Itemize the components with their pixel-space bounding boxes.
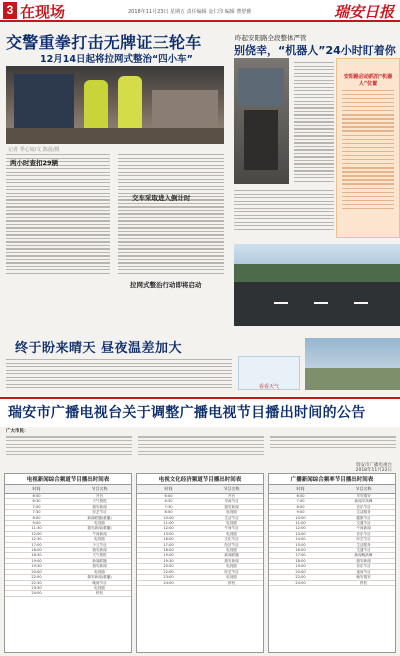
time-cell: 7:00	[296, 499, 305, 504]
table-row	[137, 581, 263, 586]
schedule-table-2	[136, 473, 264, 653]
time-cell: 20:00	[295, 569, 306, 574]
time-cell: 11:30	[31, 526, 42, 531]
program-cell: 经济节目	[224, 542, 239, 547]
header-cell: 时间	[164, 486, 173, 491]
time-cell: 12:00	[295, 526, 306, 531]
program-cell: 开台	[95, 494, 104, 498]
time-cell: 18:00	[295, 558, 306, 563]
notice-greeting: 广大市民：	[6, 429, 29, 434]
time-cell: 16:00	[295, 548, 306, 553]
program-cell: 电视剧	[226, 510, 237, 515]
program-cell: 停机	[359, 580, 368, 585]
time-cell: 19:00	[295, 564, 306, 569]
paper-name: 瑞安日报	[333, 3, 394, 21]
time-cell: 24:00	[295, 580, 306, 585]
program-cell: 午间节目	[224, 526, 239, 531]
program-cell: 电视剧	[94, 569, 105, 574]
time-cell: 19:00	[163, 553, 174, 558]
program-cell: 生活服务	[356, 510, 371, 515]
notice-body	[6, 428, 396, 470]
program-cell: 电视剧	[94, 521, 105, 526]
program-cell: 早安瑞安	[356, 494, 371, 498]
subhead-2: 交车采取进入倒计时	[132, 194, 191, 202]
program-cell: 电视剧	[226, 548, 237, 553]
time-cell: 7:00	[32, 504, 41, 509]
weather-label: 看看天气	[258, 384, 279, 390]
time-cell: 10:00	[163, 515, 174, 520]
time-cell: 17:00	[31, 542, 42, 547]
time-cell: 7:30	[164, 504, 173, 509]
lead-subtitle: 12月14日起将拉网式整治“四小车”	[40, 54, 193, 65]
issue-meta: 2018年11月23日 星期五 责任编辑 金仁印 编辑 曹舒雅	[128, 9, 252, 15]
schedule-table-3	[268, 473, 396, 653]
table-header	[269, 485, 395, 494]
program-cell: 音乐节目	[356, 504, 371, 509]
time-cell: 10:00	[295, 515, 306, 520]
time-cell: 6:30	[164, 499, 173, 504]
table-row	[5, 591, 131, 596]
program-cell: 天气预报	[92, 553, 107, 558]
right-photo	[234, 58, 289, 184]
program-cell: 瑞安新闻	[224, 504, 239, 509]
time-cell: 16:00	[163, 537, 174, 542]
program-cell: 生活节目	[224, 515, 239, 520]
program-cell: 电视剧	[226, 521, 237, 526]
program-cell: 瑞安新闻	[224, 558, 239, 563]
program-cell: 瑞安新闻(重播)	[87, 526, 112, 531]
program-cell: 电视剧	[226, 531, 237, 536]
weather-headline: 终于盼来晴天 昼夜温差加大	[15, 341, 183, 356]
time-cell: 17:00	[295, 553, 306, 558]
masthead	[0, 0, 400, 22]
time-cell: 22:00	[163, 569, 174, 574]
time-cell: 8:00	[164, 510, 173, 515]
program-cell: 瑞安新闻	[356, 558, 371, 563]
program-cell: 开台	[227, 494, 236, 498]
time-cell: 22:00	[31, 575, 42, 580]
program-cell: 文化节目	[224, 537, 239, 542]
notice-header	[0, 397, 400, 427]
time-cell: 9:00	[32, 521, 41, 526]
weather-body	[6, 357, 232, 393]
section-title: 在现场	[20, 3, 66, 21]
program-cell: 综艺节目	[356, 537, 371, 542]
program-cell: 新闻早高峰	[354, 499, 373, 504]
time-cell: 8:00	[32, 515, 41, 520]
schedule-table-1	[4, 473, 132, 653]
program-cell: 交通节目	[356, 548, 371, 553]
program-cell: 瑞安新闻	[92, 564, 107, 569]
program-cell: 电视剧	[226, 564, 237, 569]
program-cell: 夜间节目	[356, 569, 371, 574]
program-cell: 新闻晚高峰	[354, 553, 373, 558]
time-cell: 11:00	[163, 521, 174, 526]
table-row	[269, 581, 395, 586]
right-headline: 别侥幸，“机器人”24小时盯着你	[234, 44, 396, 57]
header-cell: 节目名称	[223, 486, 240, 491]
time-cell: 12:30	[31, 537, 42, 542]
lead-photo	[6, 66, 224, 144]
time-cell: 12:00	[31, 531, 42, 536]
time-cell: 6:00	[164, 494, 173, 498]
time-cell: 22:00	[295, 575, 306, 580]
time-cell: 22:30	[31, 580, 42, 585]
right-body-col2	[234, 188, 334, 240]
program-cell: 午间新闻	[92, 531, 107, 536]
header-cell: 节目名称	[91, 486, 108, 491]
header-cell: 时间	[32, 486, 41, 491]
program-cell: 综艺节目	[92, 510, 107, 515]
program-cell: 电视剧	[94, 585, 105, 590]
time-cell: 6:30	[32, 499, 41, 504]
time-cell: 6:00	[32, 494, 41, 498]
notice-title: 瑞安市广播电视台关于调整广播电视节目播出时间的公告	[8, 405, 366, 421]
program-cell: 新闻联播	[92, 558, 107, 563]
time-cell: 18:00	[31, 548, 42, 553]
program-cell: 停机	[95, 591, 104, 596]
time-cell: 15:00	[295, 542, 306, 547]
time-cell: 19:30	[163, 558, 174, 563]
time-cell: 19:00	[31, 558, 42, 563]
program-cell: 新闻联播(重播)	[87, 515, 112, 520]
program-cell: 音乐节目	[356, 531, 371, 536]
time-cell: 13:00	[295, 531, 306, 536]
locations-box	[336, 58, 400, 238]
page-number: 3	[3, 2, 17, 19]
time-cell: 24:00	[31, 591, 42, 596]
time-cell: 17:00	[163, 542, 174, 547]
lead-headline: 交警重拳打击无牌证三轮车	[6, 33, 202, 52]
program-cell: 电视剧	[94, 537, 105, 542]
program-cell: 瑞安新闻	[92, 548, 107, 553]
program-cell: 少儿节目	[92, 542, 107, 547]
time-cell: 11:00	[295, 521, 306, 526]
program-cell: 电视剧	[226, 575, 237, 580]
header-cell: 节目名称	[355, 486, 372, 491]
right-kicker: 昨起安阳路全段整体严管	[235, 34, 307, 42]
time-cell: 20:00	[163, 564, 174, 569]
time-cell: 9:00	[296, 510, 305, 515]
time-cell: 14:00	[295, 537, 306, 542]
program-cell: 交通节目	[356, 521, 371, 526]
lead-body-col1	[6, 152, 110, 332]
program-cell: 午间新闻	[356, 526, 371, 531]
time-cell: 23:30	[31, 585, 42, 590]
program-cell: 天气预报	[92, 499, 107, 504]
time-cell: 18:00	[163, 548, 174, 553]
table-caption: 电视文化经济频道节目播出时间表	[137, 474, 263, 485]
time-cell: 18:30	[31, 553, 42, 558]
program-cell: 晚安瑞安	[356, 575, 371, 580]
time-cell: 23:00	[163, 575, 174, 580]
road-photo	[234, 244, 400, 326]
time-cell: 7:30	[32, 510, 41, 515]
table-caption: 电视新闻综合频道节目播出时间表	[5, 474, 131, 485]
notice-signature: 瑞安市广播电视台 2018年11月22日	[355, 463, 392, 473]
program-cell: 晚间节目	[92, 580, 107, 585]
time-cell: 24:00	[163, 580, 174, 585]
program-cell: 瑞安新闻	[92, 504, 107, 509]
weather-box	[238, 356, 300, 390]
program-cell: 早间节目	[224, 499, 239, 504]
subhead-1: 两小时查扣29辆	[10, 159, 59, 167]
time-cell: 19:30	[31, 564, 42, 569]
program-cell: 音乐节目	[356, 564, 371, 569]
table-caption: 广播新闻综合频率节目播出时间表	[269, 474, 395, 485]
program-cell: 健康节目	[356, 515, 371, 520]
time-cell: 6:00	[296, 494, 305, 498]
table-header	[137, 485, 263, 494]
time-cell: 12:00	[163, 526, 174, 531]
locations-box-title: 安阳路启动抓拍“机器人”位置	[343, 74, 393, 87]
table-header	[5, 485, 131, 494]
program-cell: 停机	[227, 580, 236, 585]
weather-photo	[305, 338, 400, 390]
program-cell: 瑞安新闻(重播)	[87, 575, 112, 580]
lead-body-col2	[118, 152, 224, 332]
photo-caption: 记者 季心如/文 陈晨/摄	[8, 147, 60, 153]
time-cell: 8:00	[296, 504, 305, 509]
header-cell: 时间	[296, 486, 305, 491]
time-cell: 13:00	[163, 531, 174, 536]
time-cell: 20:00	[31, 569, 42, 574]
program-cell: 综艺节目	[224, 569, 239, 574]
program-cell: 新闻联播	[224, 553, 239, 558]
subhead-3: 拉网式整治行动即将启动	[130, 281, 202, 289]
program-cell: 生活服务	[356, 542, 371, 547]
